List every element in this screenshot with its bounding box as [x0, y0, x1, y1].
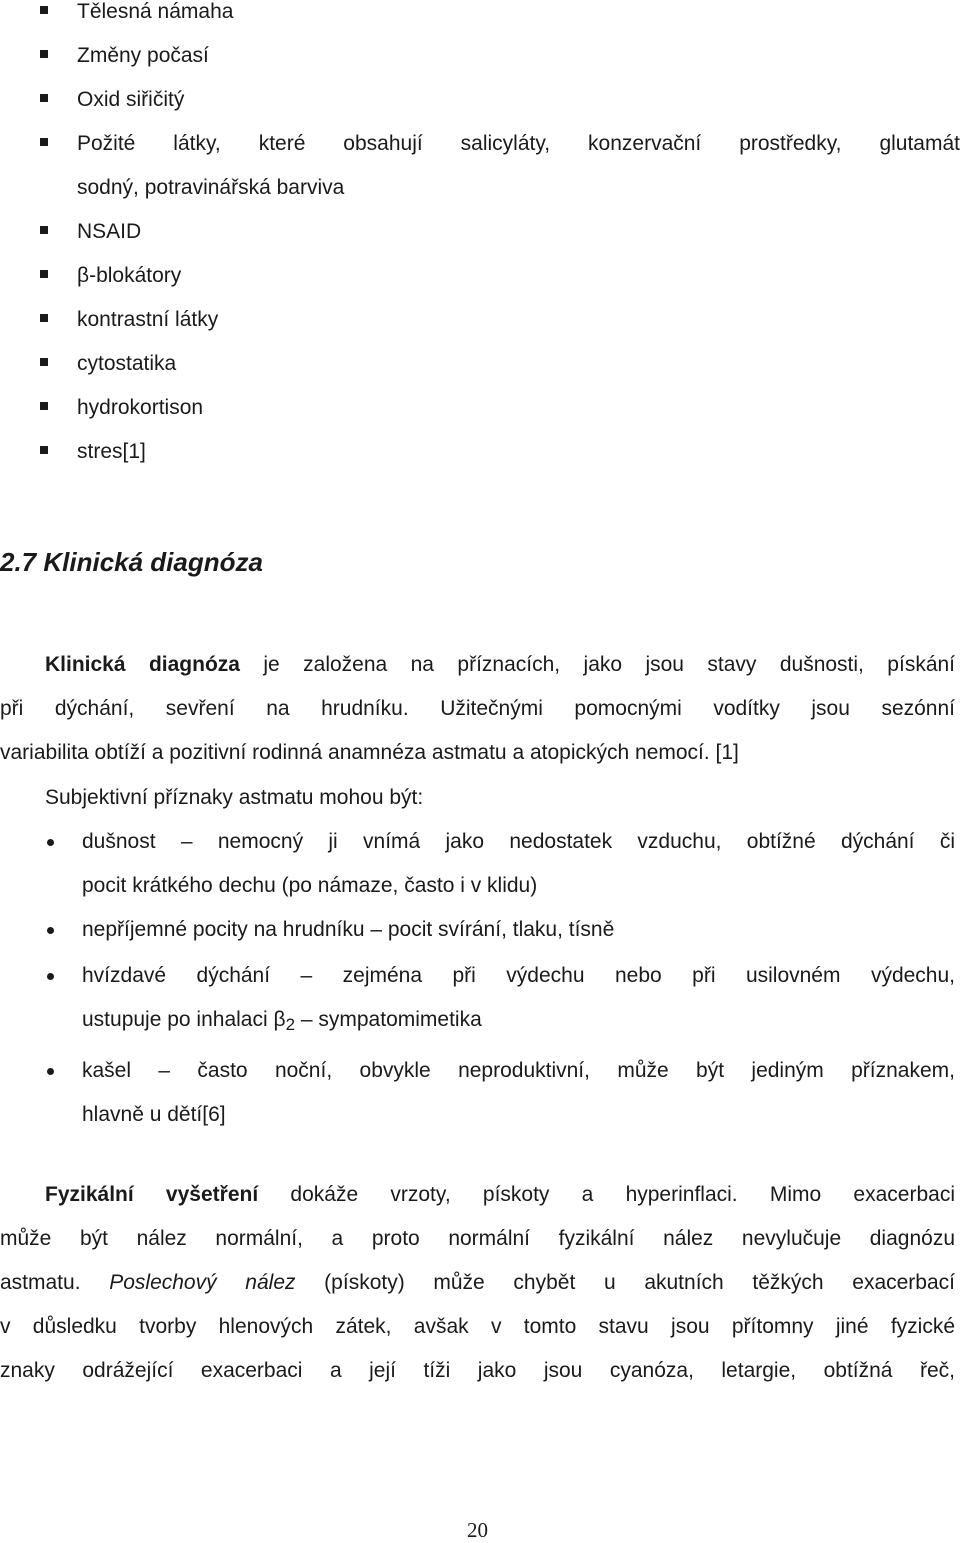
- list-item-text: nepříjemné pocity na hrudníku – pocit svírání, tlaku, tísně: [82, 918, 615, 941]
- symptoms-list: [45, 820, 955, 1137]
- list-item: [45, 1049, 955, 1137]
- list-item-text: kontrastní látky: [77, 308, 219, 331]
- list-item: [40, 342, 960, 386]
- paragraph-line: [0, 643, 955, 687]
- list-item-text-continued: [82, 998, 955, 1047]
- italic-term: Poslechový nález: [109, 1271, 296, 1294]
- list-item-text: hvízdavé dýchání – zejména při výdechu nebo při usilovném výdechu,: [82, 964, 955, 987]
- paragraph-text: je založena na příznacích, jako jsou stavy dušnosti, pískání: [239, 653, 956, 676]
- list-item-text: Tělesná námaha: [77, 0, 234, 23]
- list-item: [45, 820, 955, 908]
- paragraph-text: (pískoty) může chybět u akutních těžkých exacerbací: [295, 1271, 955, 1294]
- subscript: 2: [285, 1015, 296, 1034]
- list-item-text: Oxid siřičitý: [77, 88, 185, 111]
- paragraph-line: variabilita obtíží a pozitivní rodinná anamnéza astmatu a atopických nemocí. [1]: [0, 741, 739, 764]
- paragraph-line: v důsledku tvorby hlenových zátek, avšak v tomto stavu jsou přítomny jiné fyzické: [0, 1315, 955, 1338]
- text-fragment: – sympatomimetika: [295, 1008, 482, 1031]
- bold-term: Klinická diagnóza: [45, 653, 240, 676]
- list-item-text: β-blokátory: [77, 264, 182, 287]
- paragraph-line: [0, 1261, 955, 1305]
- list-item: [40, 0, 960, 34]
- list-item: [40, 34, 960, 78]
- list-item-text: Změny počasí: [77, 44, 209, 67]
- list-item-text: NSAID: [77, 220, 142, 243]
- paragraph-line: [0, 1173, 955, 1217]
- list-item-text-continued: hlavně u dětí[6]: [82, 1103, 226, 1126]
- list-item-text: kašel – často noční, obvykle neproduktivní, může být jediným příznakem,: [82, 1059, 955, 1082]
- list-item: [45, 908, 955, 952]
- section-heading: 2.7 Klinická diagnóza: [0, 547, 263, 577]
- paragraph-line: může být nález normální, a proto normální fyzikální nález nevylučuje diagnózu: [0, 1227, 955, 1250]
- list-item: [40, 210, 960, 254]
- list-item: [40, 386, 960, 430]
- diagnosis-paragraph: [0, 643, 955, 775]
- list-item-text: stres[1]: [77, 440, 146, 463]
- list-item-text: Požité látky, které obsahují salicyláty, konzervační prostředky, glutamát: [77, 132, 960, 155]
- list-item: [45, 954, 955, 1047]
- list-item-text: dušnost – nemocný ji vnímá jako nedostatek vzduchu, obtížné dýchání či: [82, 830, 955, 853]
- paragraph-line: znaky odrážející exacerbaci a její tíži jako jsou cyanóza, letargie, obtížná řeč,: [0, 1359, 955, 1382]
- list-item-text-continued: pocit krátkého dechu (po námaze, často i v klidu): [82, 874, 538, 897]
- list-item-text: cytostatika: [77, 352, 177, 375]
- bold-term: Fyzikální vyšetření: [45, 1183, 259, 1206]
- list-item: [40, 254, 960, 298]
- paragraph-line: při dýchání, sevření na hrudníku. Užitečnými pomocnými vodítky jsou sezónní: [0, 697, 955, 720]
- list-item-text: hydrokortison: [77, 396, 204, 419]
- list-item: [40, 430, 960, 474]
- list-item: [40, 78, 960, 122]
- text-fragment: ustupuje po inhalaci β: [82, 1008, 286, 1031]
- symptoms-intro: Subjektivní příznaky astmatu mohou být:: [45, 786, 424, 809]
- list-item: [40, 298, 960, 342]
- paragraph-text: dokáže vrzoty, pískoty a hyperinflaci. Mimo exacerbaci: [258, 1183, 955, 1206]
- asthma-trigger-list: [40, 0, 960, 474]
- page-number: 20: [467, 1518, 488, 1542]
- paragraph-text: astmatu.: [0, 1271, 110, 1294]
- physical-exam-paragraph: [0, 1173, 955, 1393]
- list-item-text-continued: sodný, potravinářská barviva: [77, 176, 345, 199]
- list-item: [40, 122, 960, 210]
